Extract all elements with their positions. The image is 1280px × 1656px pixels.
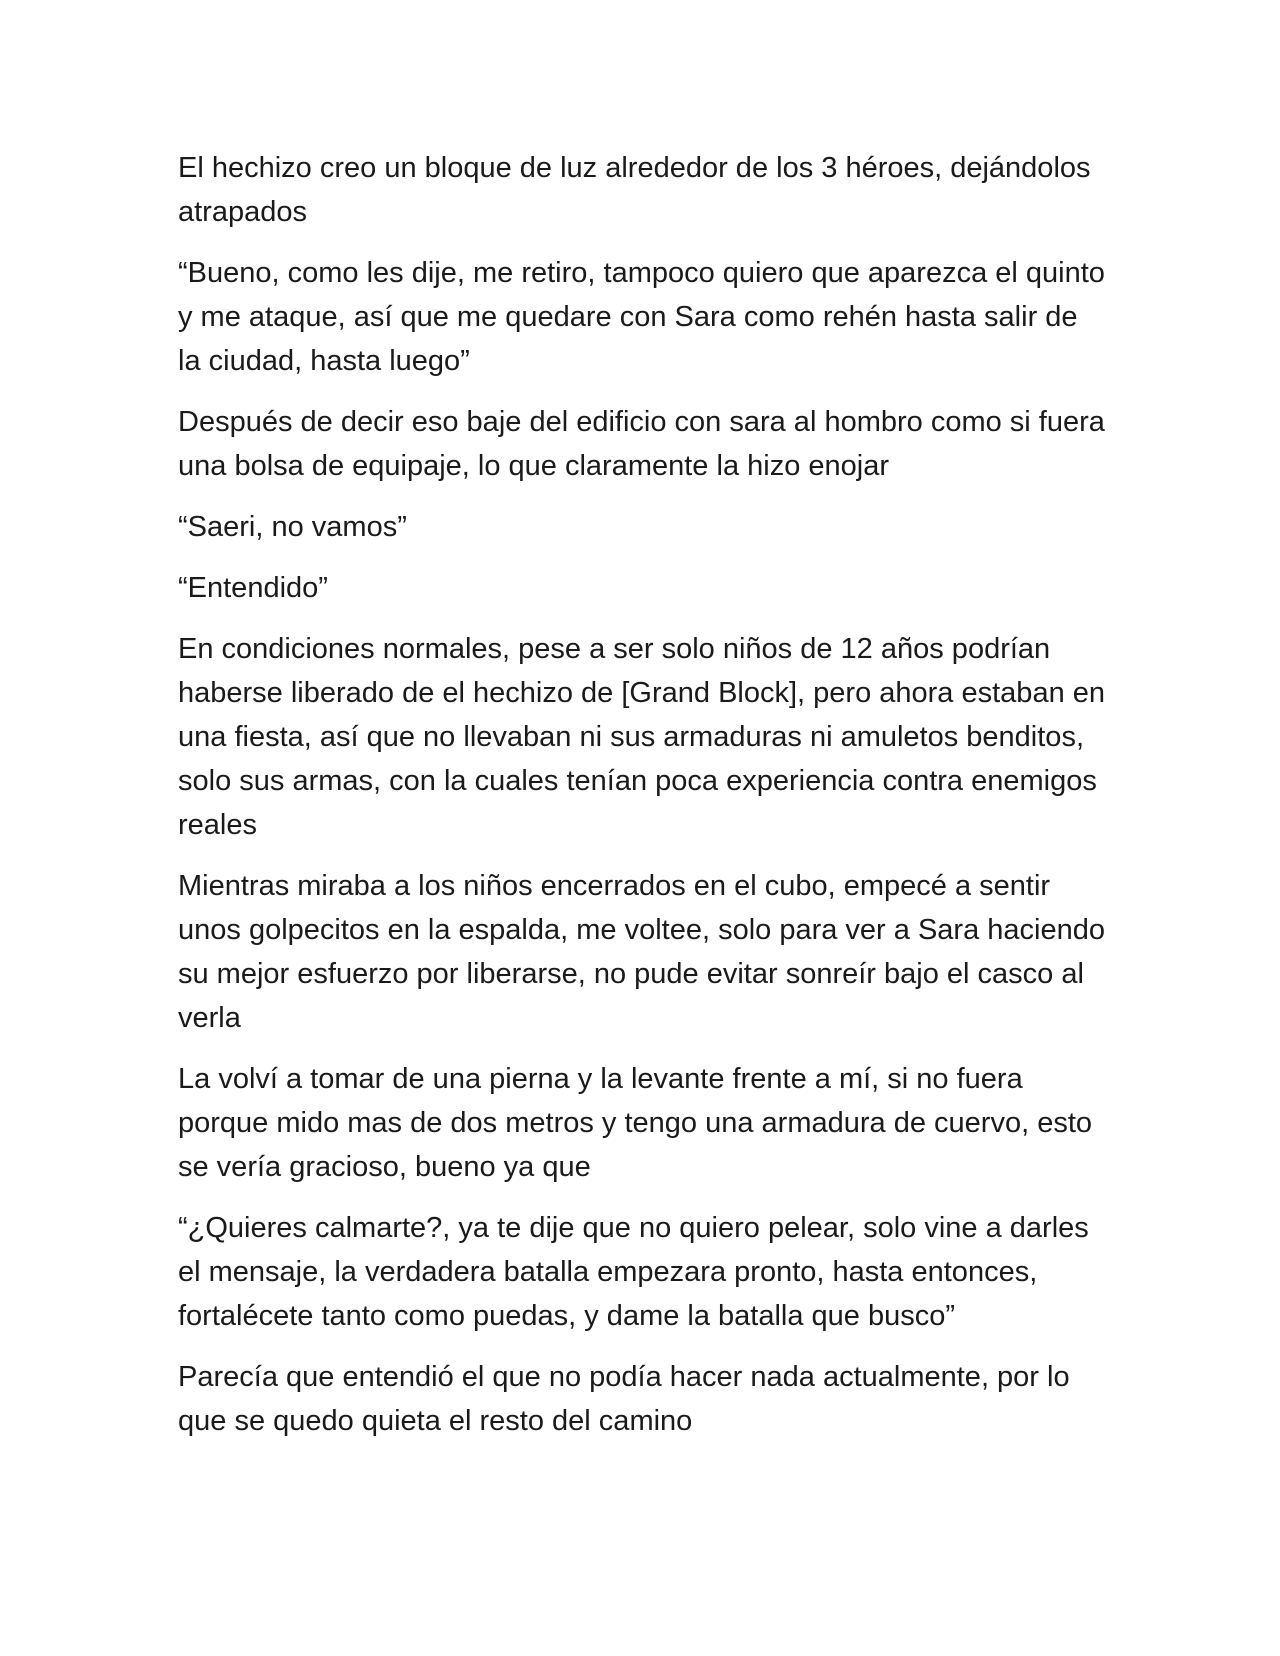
paragraph: Mientras miraba a los niños encerrados en el cubo, empecé a sentir unos golpecitos en la espalda, me voltee, solo para ver a Sara haciendo su mejor esfuerzo por liberarse, no pude evitar sonreír bajo el casco al verla	[178, 870, 1105, 1034]
paragraph: Parecía que entendió el que no podía hacer nada actualmente, por lo que se quedo quieta el resto del camino	[178, 1361, 1070, 1437]
paragraph: En condiciones normales, pese a ser solo niños de 12 años podrían haberse liberado de el hechizo de [Grand Block], pero ahora estaban en una fiesta, así que no llevaban ni sus armaduras ni amuletos benditos, solo sus armas, con la cuales tenían poca experiencia contra enemigos reales	[178, 633, 1106, 841]
paragraph: El hechizo creo un bloque de luz alrededor de los 3 héroes, dejándolos atrapados	[178, 152, 1091, 228]
paragraph: Después de decir eso baje del edificio con sara al hombro como si fuera una bolsa de equipaje, lo que claramente la hizo enojar	[178, 406, 1105, 482]
paragraph: “Entendido”	[178, 572, 328, 604]
paragraph: “Bueno, como les dije, me retiro, tampoco quiero que aparezca el quinto y me ataque, así que me quedare con Sara como rehén hasta salir de la ciudad, hasta luego”	[178, 257, 1105, 377]
paragraph: “Saeri, no vamos”	[178, 511, 407, 543]
paragraph: La volví a tomar de una pierna y la levante frente a mí, si no fuera porque mido mas de dos metros y tengo una armadura de cuervo, esto se vería gracioso, bueno ya que	[178, 1063, 1093, 1183]
document-body	[178, 146, 1108, 1460]
paragraph: “¿Quieres calmarte?, ya te dije que no quiero pelear, solo vine a darles el mensaje, la verdadera batalla empezara pronto, hasta entonces, fortalécete tanto como puedas, y dame la batalla que busco”	[178, 1212, 1089, 1332]
